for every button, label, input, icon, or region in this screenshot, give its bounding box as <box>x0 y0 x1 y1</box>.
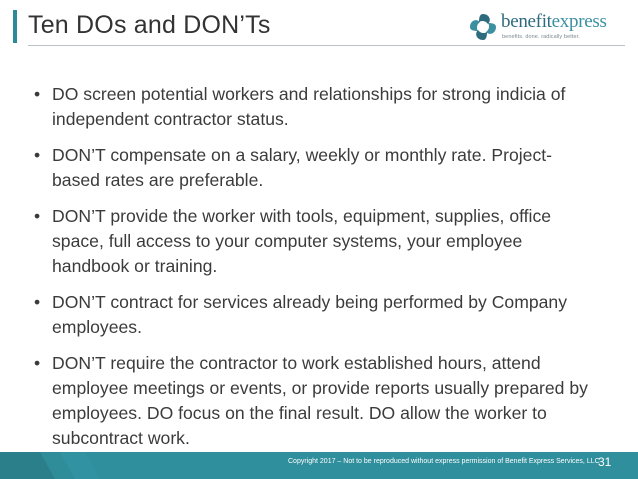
bullet-dot: • <box>34 353 41 373</box>
bullet-dot: • <box>34 292 41 312</box>
bullet-dot: • <box>34 84 41 104</box>
bullet-text: DON’T compensate on a salary, weekly or monthly rate. Project-based rates are preferable. <box>52 145 552 190</box>
footer-bar <box>0 452 638 479</box>
logo-wordmark-part2: express <box>551 11 607 32</box>
logo-wordmark <box>501 12 607 32</box>
slide-title: Ten DOs and DON’Ts <box>28 11 271 39</box>
title-accent-bar <box>13 10 17 43</box>
bullet-dot: • <box>34 145 41 165</box>
bullet-text: DON’T provide the worker with tools, equipment, supplies, office space, full access to your computer systems, your employee handbook or training. <box>52 206 552 276</box>
bullet-text: DO screen potential workers and relationships for strong indicia of independent contractor status. <box>52 84 566 129</box>
bullet-item <box>34 143 594 193</box>
footer-copyright: Copyright 2017 – Not to be reproduced without express permission of Benefit Express Services, LLC <box>288 458 600 465</box>
logo-tagline: benefits. done. radically better. <box>502 34 580 40</box>
logo-wordmark-part1: benefit <box>501 11 552 32</box>
footer-chevron-decoration <box>0 452 110 479</box>
logo-mark-icon <box>468 12 498 42</box>
bullet-item <box>34 204 594 279</box>
bullet-dot: • <box>34 206 41 226</box>
page-number: 31 <box>598 455 612 469</box>
bullet-list <box>34 82 594 462</box>
bullet-text: DON’T contract for services already being performed by Company employees. <box>52 292 567 337</box>
bullet-item <box>34 290 594 340</box>
company-logo <box>468 10 620 46</box>
bullet-item <box>34 82 594 132</box>
bullet-text: DON’T require the contractor to work established hours, attend employee meetings or events, or provide reports usually prepared by employees. DO focus on the final result. DO allow the worker to subcontract work. <box>52 353 588 448</box>
bullet-item <box>34 351 594 451</box>
